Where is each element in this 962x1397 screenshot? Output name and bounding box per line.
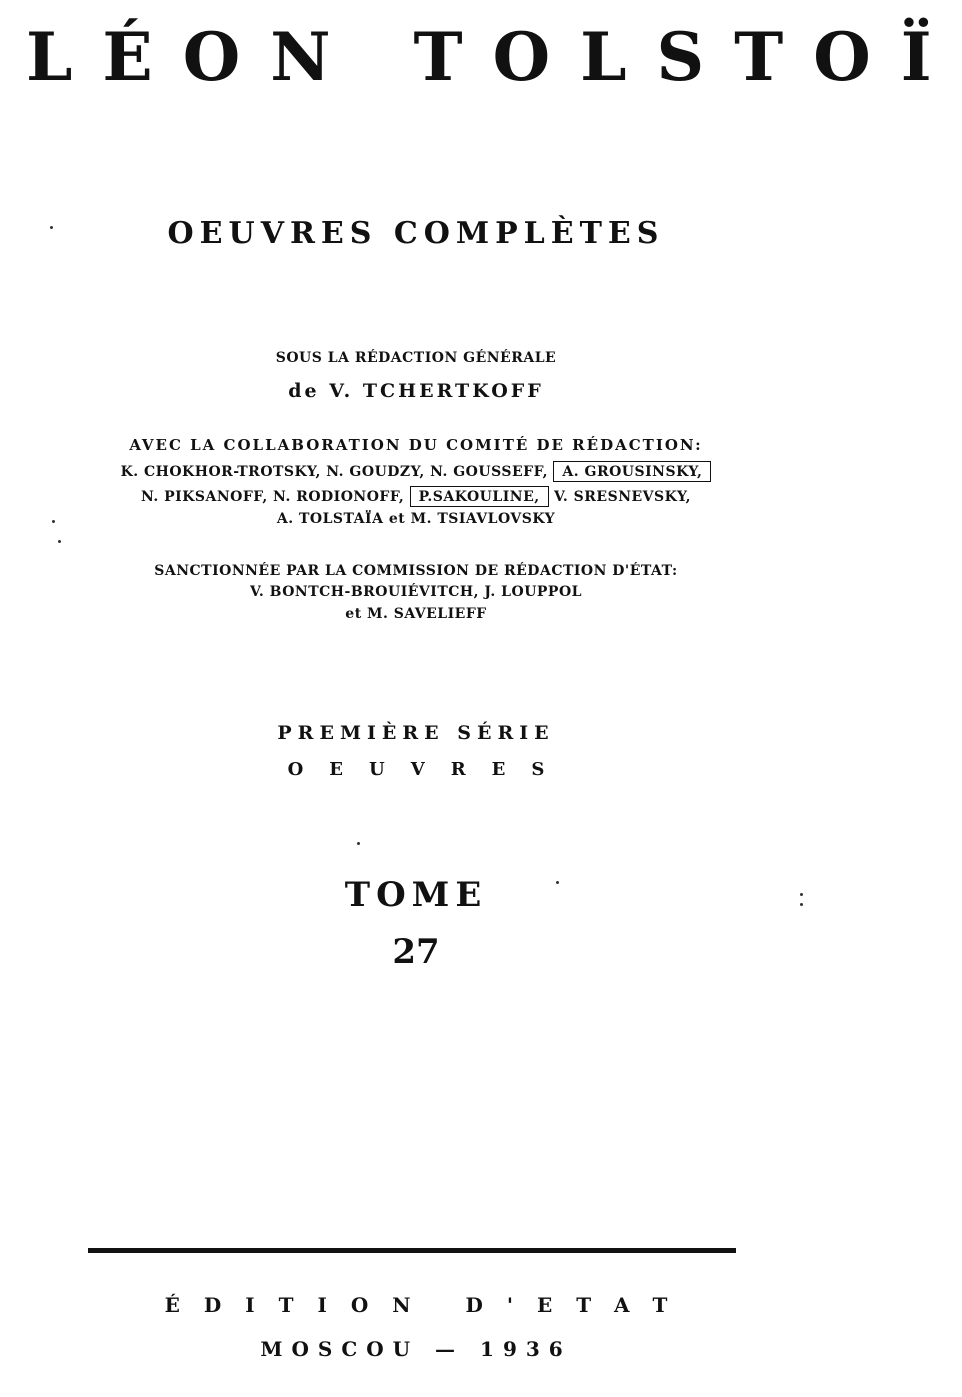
series-title: OEUVRES COMPLÈTES <box>167 216 665 251</box>
collaborator-names: V. SRESNEVSKY, <box>554 489 692 505</box>
place-year: MOSCOU — 1936 <box>260 1337 572 1361</box>
collaboration-line: A. TOLSTAÏA et M. TSIAVLOVSKY <box>276 511 556 527</box>
scan-speck <box>800 893 803 896</box>
scan-speck <box>52 520 55 523</box>
sanction-line: V. BONTCH-BROUIÉVITCH, J. LOUPPOL <box>249 584 582 600</box>
tome-label: TOME <box>344 875 488 915</box>
scan-speck <box>357 842 360 845</box>
collaboration-line <box>0 461 832 482</box>
sanction-label: SANCTIONNÉE PAR LA COMMISSION DE RÉDACTION D'ÉTAT: <box>154 563 678 579</box>
scan-speck <box>50 226 53 229</box>
author-name: LÉON TOLSTOÏ <box>26 18 962 96</box>
boxed-collaborator-name: A. GROUSINSKY, <box>553 461 711 482</box>
editor-label: SOUS LA RÉDACTION GÉNÉRALE <box>275 350 557 366</box>
collaboration-label: AVEC LA COLLABORATION DU COMITÉ DE RÉDACTION: <box>129 436 703 454</box>
publisher: ÉDITION D'ETAT <box>164 1293 692 1317</box>
scan-speck <box>58 540 61 543</box>
editor-name: de V. TCHERTKOFF <box>288 380 544 402</box>
collaboration-line <box>0 486 832 507</box>
scan-speck <box>800 903 803 906</box>
series-label: PREMIÈRE SÉRIE <box>277 722 555 744</box>
scan-speck <box>556 881 559 884</box>
boxed-collaborator-name: P.SAKOULINE, <box>410 486 549 507</box>
sanction-line: et M. SAVELIEFF <box>345 606 487 622</box>
tome-number: 27 <box>392 932 440 972</box>
horizontal-rule <box>88 1248 736 1253</box>
collaborator-names: N. PIKSANOFF, N. RODIONOFF, <box>140 489 405 505</box>
works-label: OEUVRES <box>287 759 571 780</box>
collaborator-names: K. CHOKHOR-TROTSKY, N. GOUDZY, N. GOUSSEFF, <box>120 464 549 480</box>
